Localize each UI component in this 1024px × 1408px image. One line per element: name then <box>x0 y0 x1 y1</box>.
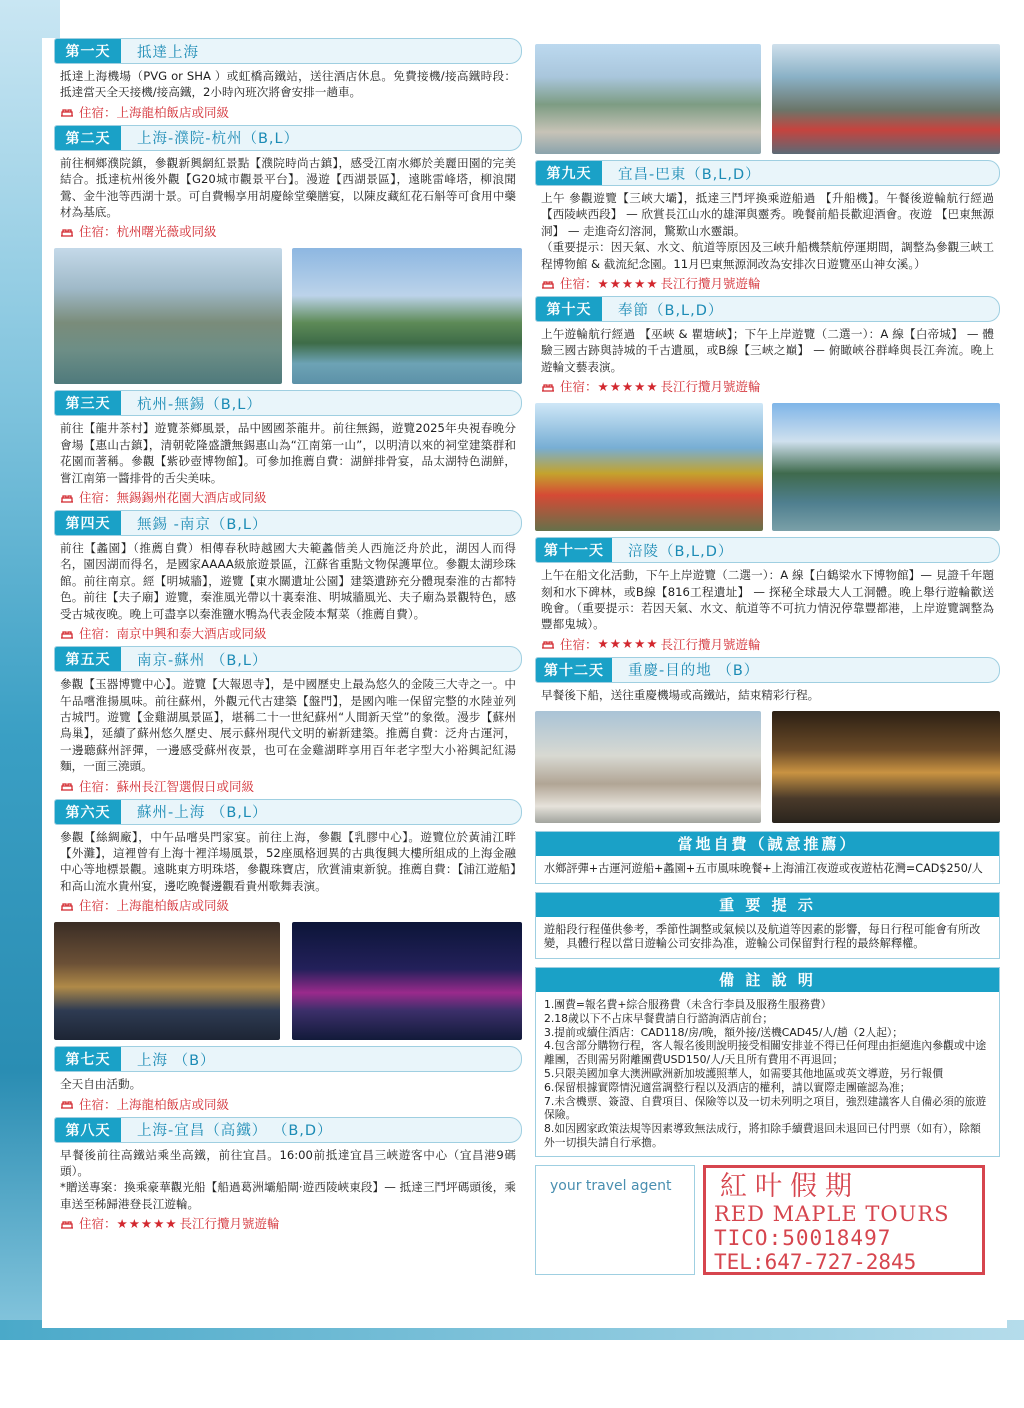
day-number: 第十一天 <box>536 538 612 562</box>
remark-item: 8.如因國家政策法規等因素導致無法成行，將扣除手續費退回未退回已付門票（如有），除額外一切損失請自行承擔。 <box>544 1122 981 1150</box>
day-header <box>54 38 522 64</box>
hotel-icon <box>60 900 74 911</box>
hotel-icon <box>541 278 555 289</box>
star-rating: ★★★★★ <box>597 275 659 291</box>
day-number: 第一天 <box>55 39 121 63</box>
day-number: 第七天 <box>55 1047 121 1071</box>
day-9 <box>535 160 1000 292</box>
day-header <box>54 1117 522 1143</box>
local-optional-title: 當地自費（誠意推薦） <box>536 832 999 856</box>
day-number: 第十二天 <box>536 658 612 682</box>
hotel-icon <box>60 780 74 791</box>
agent-area <box>535 1165 1000 1283</box>
accommodation-text: 住宿：南京中興和泰大酒店或同級 <box>79 626 267 642</box>
day-1 <box>54 38 522 121</box>
day-header <box>535 160 1000 186</box>
day-8 <box>54 1117 522 1233</box>
day-7 <box>54 1046 522 1112</box>
accommodation <box>535 633 1000 653</box>
day-description: 抵達上海機場（PVG or SHA ）或虹橋高鐵站，送往酒店休息。免費接機/接高鐵時段：抵達當天全天接機/接高鐵，2小時內班次將會安排一趟車。 <box>60 69 516 100</box>
day-title: 涪陵（B,L,D） <box>628 543 734 560</box>
right-column <box>535 38 1000 1283</box>
accommodation <box>535 272 1000 292</box>
stamp-chinese-name: 紅叶假期 <box>720 1170 860 1202</box>
day-header <box>54 1046 522 1072</box>
hotel-icon <box>60 628 74 639</box>
day-description: 參觀【絲綢廠】，中午品嚐吳門家宴。前往上海，參觀【乳膠中心】。遊覽位於黃浦江畔【外灘】，這裡曾有上海十裡洋場風景，52座風格迥異的古典復興大樓所組成的上海金融中心等地標景觀。遠眺東方明珠塔，參觀珠寶店，欣賞浦東新貌。推薦自費：【浦江遊船】和高山流水貴州宴，邊吃晚餐邊觀看貴州歌舞表演。 <box>60 829 516 893</box>
photo-row <box>535 403 1000 531</box>
remarks-box <box>535 967 1000 1157</box>
day-description: 早餐後下船，送往重慶機場或高鐵站，結束精彩行程。 <box>541 687 820 702</box>
day-title: 上海-宜昌（高鐵） （B,D） <box>137 1123 333 1140</box>
day-number: 第三天 <box>55 391 121 415</box>
stamp-phone: TEL:647-727-2845 <box>714 1249 917 1274</box>
day-number: 第二天 <box>55 126 121 150</box>
pudong-skyline-photo <box>292 922 522 1040</box>
day-description: 前往【龍井茶村】遊覽茶鄉風景，品中國國茶龍井。前往無錫，遊覽2025年央視春晚分會場【惠山古鎮】，清朝乾隆盛讚無錫惠山為“江南第一山”，以明清以來的祠堂建築群和花園而著稱。參觀【紫砂壺博物館】。可參加推薦自費：湖鮮排骨宴，品太湖特色湖鮮，嘗江南第一醬排骨的舌尖美味。 <box>60 421 516 485</box>
day-6 <box>54 799 522 1041</box>
left-column <box>54 38 522 1236</box>
accommodation-text: 住宿：上海龍柏飯店或同級 <box>79 1096 230 1112</box>
stamp-tico: TICO:50018497 <box>714 1225 892 1250</box>
photo-row <box>535 44 1000 154</box>
accommodation-text: 住宿：杭州曙光薇或同級 <box>79 224 217 240</box>
remark-item: 5.只限美國加拿大澳洲歐洲新加坡護照華人，如需要其他地區或英文導遊，另行報價 <box>544 1067 943 1081</box>
itinerary-page <box>42 38 1007 1328</box>
important-notice-box <box>535 892 1000 959</box>
west-lake-pagoda-photo <box>292 248 522 384</box>
day-title: 蘇州-上海 （B,L） <box>137 805 268 822</box>
accommodation-text: 住宿：上海龍柏飯店或同級 <box>79 104 230 120</box>
photo-row <box>54 248 522 384</box>
red-maple-tours-stamp <box>703 1165 985 1275</box>
star-rating: ★★★★★ <box>597 636 659 652</box>
accommodation <box>54 894 522 914</box>
remarks-list <box>536 992 999 1156</box>
day-2 <box>54 125 522 385</box>
day-description: 上午在船文化活動，下午上岸遊覽（二選一）：A 線【白鶴梁水下博物館】— 見證千年題刻和水下碑林，或B線【816工程遺址】 — 探秘全球最大人工洞體。晚上舉行遊輪歡送晚會。（重要提示：若因天氣、水文、航道等不可抗力情況停靠豐都港，上岸遊覽調整為豐都鬼城）。 <box>541 568 994 632</box>
day-title: 南京-蘇州 （B,L） <box>137 652 268 669</box>
day-header <box>54 646 522 672</box>
accommodation-text: 住宿：無錫錫州花園大酒店或同級 <box>79 490 267 506</box>
hotel-icon <box>60 226 74 237</box>
day-4 <box>54 510 522 642</box>
day-description: 前往桐鄉濮院鎮，參觀新興網紅景點【濮院時尚古鎮】，感受江南水鄉於美麗田園的完美結合。抵達杭州後外觀【G20城市觀景平台】。漫遊【西湖景區】，遠眺雷峰塔，柳浪聞鶯、金牛池等西湖十景。可自費暢享用胡慶餘堂藥膳宴，以陳皮藏紅花石斛等可食用中藥材為基底。 <box>60 155 516 220</box>
bund-night-photo <box>54 922 280 1040</box>
remark-item: 3.提前或續住酒店：CAD118/房/晚，額外接/送機CAD45/人/趟（2人起）； <box>544 1025 904 1039</box>
day-header <box>535 657 1000 683</box>
accommodation <box>54 622 522 642</box>
accommodation-text: 住宿：蘇州長江智選假日或同級 <box>79 778 255 794</box>
travel-agent-label: your travel agent <box>535 1165 695 1275</box>
remark-item: 4.包含部分購物行程，客人報名後則說明接受相關安排並不得已任何理由拒絕進內參觀或中途離團，否則需另附離團費USD150/人/天且所有費用不再退回； <box>544 1039 987 1067</box>
local-optional-box <box>535 831 1000 884</box>
day-5 <box>54 646 522 794</box>
important-notice-text: 遊船段行程僅供參考，季節性調整或氣候以及航道等因素的影響，每日行程可能會有所改變，具體行程以當日遊輪公司安排為准，遊輪公司保留對行程的最終解釋權。 <box>544 922 981 951</box>
accommodation <box>54 220 522 240</box>
day-title: 重慶-目的地 （B） <box>628 663 760 680</box>
day-number: 第五天 <box>55 647 121 671</box>
hotel-icon <box>60 1098 74 1109</box>
day-header <box>54 390 522 416</box>
remarks-title: 備 註 說 明 <box>536 968 999 992</box>
day-11 <box>535 537 1000 653</box>
day-title: 無錫 -南京（B,L） <box>137 516 268 533</box>
accommodation <box>54 1093 522 1113</box>
three-gorges-dam-photo <box>535 44 761 154</box>
photo-row <box>535 711 1000 823</box>
hotel-icon <box>60 106 74 117</box>
stay-prefix: 住宿： <box>79 1216 117 1232</box>
remark-item: 2.18歲以下不占床早餐費請自行諮詢酒店前台； <box>544 1011 774 1025</box>
cruise-lounge-photo <box>535 711 761 823</box>
important-notice-title: 重 要 提 示 <box>536 893 999 917</box>
day-description: 上午遊輪航行經過 【巫峽 & 瞿塘峽】；下午上岸遊覽（二選一）：A 線【白帝城】 — 體驗三國古跡與詩城的千古遺風，或B線【三峽之巔】 — 俯瞰峽谷群峰與長江奔流。晚上遊輪文藝表演。 <box>541 327 994 374</box>
day-header <box>54 510 522 536</box>
accommodation <box>535 375 1000 395</box>
day-number: 第四天 <box>55 511 121 535</box>
day-number: 第六天 <box>55 800 121 824</box>
day-header <box>535 296 1000 322</box>
hotel-icon <box>541 381 555 392</box>
day-title: 抵達上海 <box>137 44 199 61</box>
day-title: 上海 （B） <box>137 1052 216 1069</box>
stay-prefix: 住宿： <box>560 276 598 292</box>
day-number: 第九天 <box>536 161 602 185</box>
accommodation-text: 住宿：上海龍柏飯店或同級 <box>79 898 230 914</box>
stay-prefix: 住宿： <box>560 379 598 395</box>
photo-row <box>54 922 522 1040</box>
remark-item: 6.保留根據實際情況適當調整行程以及酒店的權利，請以實際走團確認為准； <box>544 1080 911 1094</box>
day-header <box>54 125 522 151</box>
accommodation <box>54 486 522 506</box>
day-description: 早餐後前往高鐵站乘坐高鐵，前往宜昌。16:00前抵達宜昌三峽遊客中心（宜昌港9碼頭）。 *贈送專案：換乘豪華觀光船【船過葛洲壩船閘·遊西陵峽東段】— 抵達三鬥坪碼頭後，乘車送至秭歸港登長江遊輪。 <box>60 1147 516 1211</box>
stay-prefix: 住宿： <box>560 636 598 652</box>
day-10 <box>535 296 1000 531</box>
accommodation-text: 長江行攬月號遊輪 <box>660 276 761 292</box>
accommodation-text: 長江行攬月號遊輪 <box>660 636 761 652</box>
day-title: 宜昌-巴東（B,L,D） <box>618 166 761 183</box>
hotel-icon <box>60 1218 74 1229</box>
cruise-restaurant-photo <box>772 711 1000 823</box>
star-rating: ★★★★★ <box>116 1215 178 1231</box>
day-description: 全天自由活動。 <box>60 1077 142 1092</box>
baidi-city-temple-photo <box>535 403 763 531</box>
accommodation <box>54 1212 522 1232</box>
day-number: 第八天 <box>55 1118 121 1142</box>
accommodation <box>54 775 522 795</box>
day-3 <box>54 390 522 506</box>
three-gorges-peak-photo <box>772 403 1000 531</box>
day-12 <box>535 657 1000 823</box>
accommodation-text: 長江行攬月號遊輪 <box>660 379 761 395</box>
remark-item: 7.未含機票、簽證、自費項目、保險等以及一切未列明之項目，強烈建議客人自備必須的旅遊保險。 <box>544 1094 987 1122</box>
day-description: 上午 參觀遊覽【三峽大壩】，抵達三鬥坪換乘遊船過 【升船機】。午餐後遊輪航行經過【西陵峽西段】 — 欣賞長江山水的雄渾與靈秀。晚餐前船長歡迎酒會。夜遊 【巴東無源洞】 — 走進奇幻溶洞，驚歎山水靈韻。 （重要提示：因天氣、水文、航道等原因及三峽升船機禁航停運期間，調整為參觀三峽工程博物館 & 截流紀念園。11月巴東無源洞改為安排次日遊覽巫山神女溪。） <box>541 191 994 271</box>
remark-item: 1.團費=報名費+綜合服務費（未含行李員及服務生服務費） <box>544 998 832 1012</box>
wuzhen-water-town-photo <box>54 248 282 384</box>
day-title: 上海-濮院-杭州（B,L） <box>137 131 300 148</box>
day-title: 奉節（B,L,D） <box>618 302 724 319</box>
day-header <box>54 799 522 825</box>
day-description: 參觀【玉器博覽中心】。遊覽【大報恩寺】，是中國歷史上最為悠久的金陵三大寺之一。中午品嚐淮揚風味。前往蘇州，外觀元代古建築【盤門】，是國內唯一保留完整的水陸並列古城門。遊覽【金雞湖風景區】，堪稱二十一世紀蘇州“人間新天堂”的象徵。漫步【蘇州鳥巢】，延續了蘇州悠久歷史、展示蘇州現代文明的嶄新建築。推薦自費：泛舟古運河，一邊聽蘇州評彈，一邊感受蘇州夜景，也可在金雞湖畔享用百年老字型大小裕興記紅湯麵，一面三澆頭。 <box>60 677 516 774</box>
ship-lift-photo <box>772 44 1000 154</box>
local-optional-text: 水鄉評彈+古運河遊船+蠡園+五市風味晚餐+上海浦江夜遊或夜遊枯花灣=CAD$250/人 <box>544 862 983 876</box>
stamp-english-name: RED MAPLE TOURS <box>714 1201 950 1226</box>
day-number: 第十天 <box>536 297 602 321</box>
star-rating: ★★★★★ <box>597 378 659 394</box>
hotel-icon <box>541 638 555 649</box>
accommodation <box>54 101 522 121</box>
day-header <box>535 537 1000 563</box>
hotel-icon <box>60 492 74 503</box>
day-title: 杭州-無錫（B,L） <box>137 396 262 413</box>
day-description: 前往【蠡園】（推薦自費）相傳春秋時越國大夫範蠡偕美人西施泛舟於此，湖因人而得名，園因湖而得名，是國家AAAA級旅遊景區，江蘇省重點文物保護單位。參觀太湖珍珠館。前往南京。經【明城牆】，遊覽【東水關遺址公園】建築遺跡充分體現秦淮的古都特色。前往【夫子廟】遊覽，秦淮風光帶以十裏秦淮、明城牆風光、夫子廟為景觀特色，感受古城夜晚。晚上可盡享以秦淮鹽水鴨為代表金陵本幫菜（推薦自費）。 <box>60 541 516 621</box>
accommodation-text: 長江行攬月號遊輪 <box>179 1216 280 1232</box>
